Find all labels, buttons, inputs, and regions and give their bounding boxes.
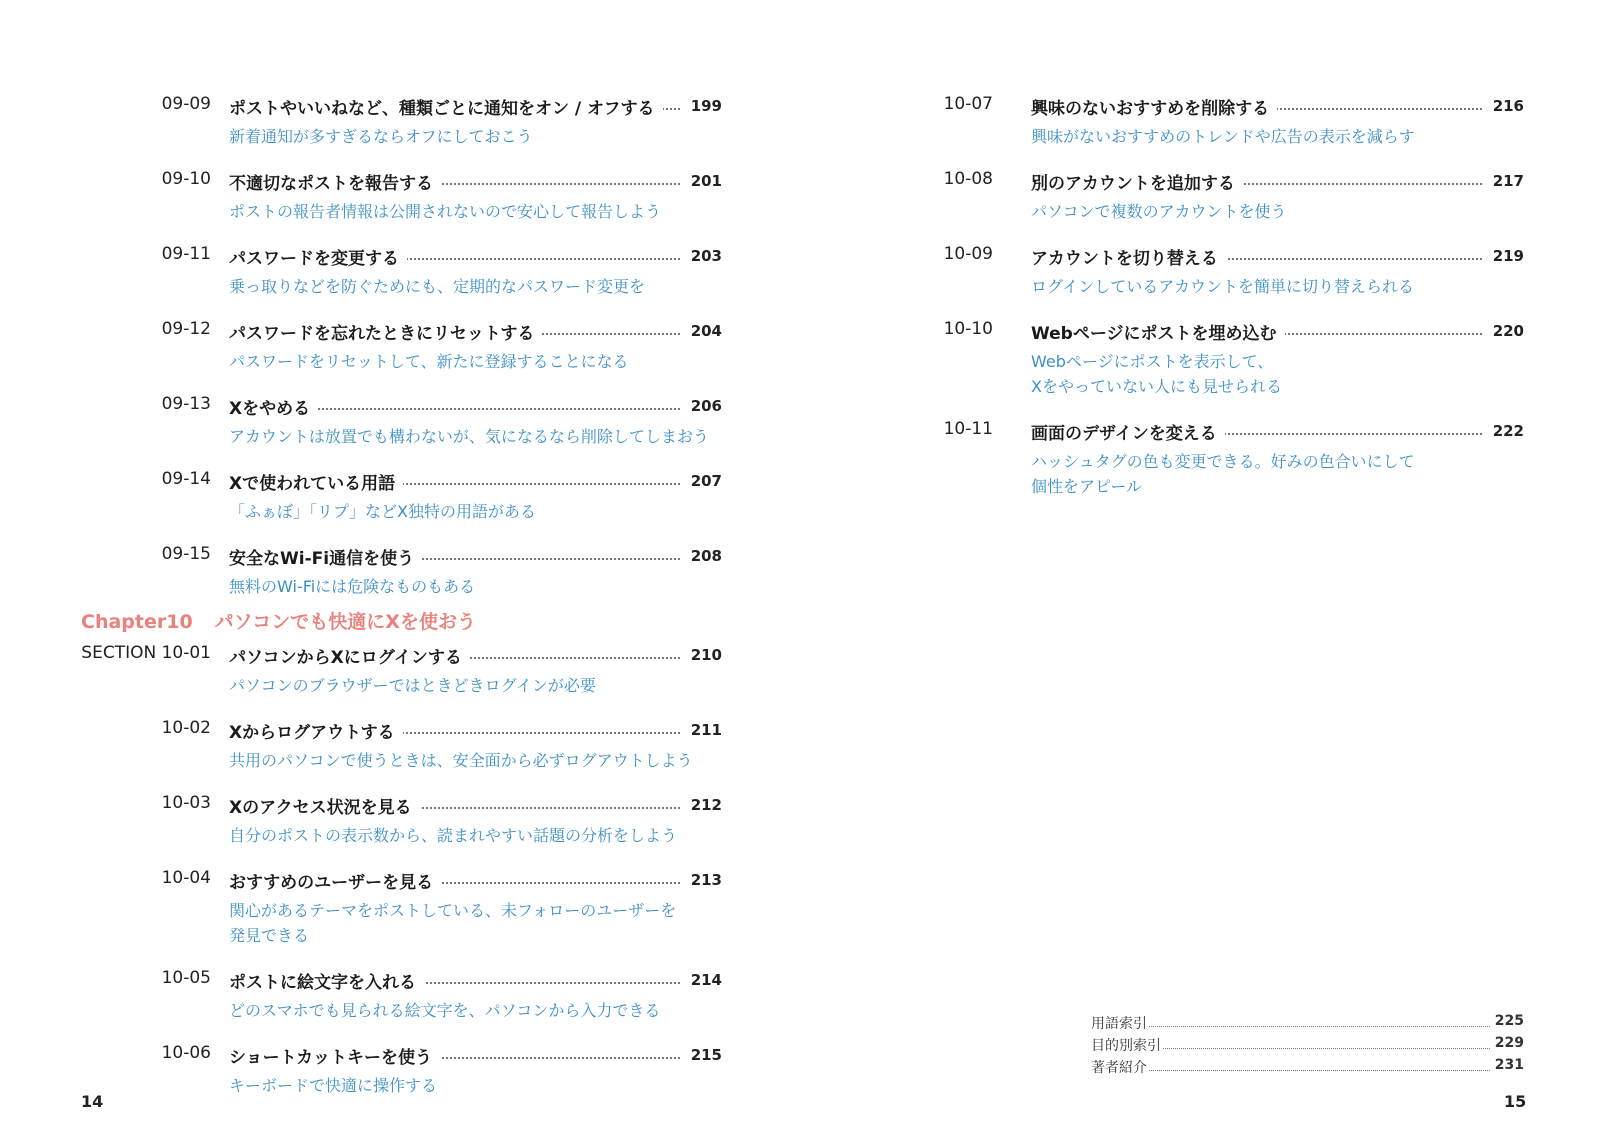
index-label: 用語索引 xyxy=(1091,1016,1147,1032)
dot-leader xyxy=(1091,1026,1524,1027)
page-number: 216 xyxy=(1492,97,1524,115)
section-subtitle: 新着通知が多すぎるならオフにしておこう xyxy=(229,127,533,146)
section-number: 10-03 xyxy=(161,793,211,813)
page-number: 210 xyxy=(690,646,722,664)
section-number: 10-07 xyxy=(943,94,993,114)
section-subtitle: 自分のポストの表示数から、読まれやすい話題の分析をしよう xyxy=(229,826,678,845)
index-entry[interactable] xyxy=(1091,1057,1524,1079)
section-title[interactable]: パソコンからXにログインする xyxy=(229,643,470,668)
section-number: 09-15 xyxy=(161,544,211,564)
page-number: 217 xyxy=(1492,172,1524,190)
index-page-number: 225 xyxy=(1491,1013,1524,1029)
section-title[interactable]: Xからログアウトする xyxy=(229,718,403,743)
section-title[interactable]: Xをやめる xyxy=(229,394,318,419)
page-number: 213 xyxy=(690,871,722,889)
section-number: 09-11 xyxy=(161,244,211,264)
section-subtitle: ハッシュタグの色も変更できる。好みの色合いにして xyxy=(1031,452,1415,471)
section-subtitle: 関心があるテーマをポストしている、未フォローのユーザーを xyxy=(229,901,677,920)
section-number: 10-04 xyxy=(161,868,211,888)
section-title[interactable]: Webページにポストを埋め込む xyxy=(1031,319,1285,344)
section-number: 09-10 xyxy=(161,169,211,189)
section-subtitle: 乗っ取りなどを防ぐためにも、定期的なパスワード変更を xyxy=(229,277,646,296)
page-number: 203 xyxy=(690,247,722,265)
page-number: 206 xyxy=(690,397,722,415)
section-title[interactable]: ショートカットキーを使う xyxy=(229,1043,440,1068)
index-page-number: 231 xyxy=(1491,1057,1524,1073)
section-subtitle: パソコンで複数のアカウントを使う xyxy=(1031,202,1287,221)
section-number: 09-13 xyxy=(161,394,211,414)
section-number: 10-11 xyxy=(943,419,993,439)
page-number: 222 xyxy=(1492,422,1524,440)
section-number: 10-08 xyxy=(943,169,993,189)
section-number: 10-09 xyxy=(943,244,993,264)
section-title[interactable]: パスワードを忘れたときにリセットする xyxy=(229,319,542,344)
page-number: 201 xyxy=(690,172,722,190)
section-title[interactable]: ポストやいいねなど、種類ごとに通知をオン / オフする xyxy=(229,94,663,119)
section-title[interactable]: おすすめのユーザーを見る xyxy=(229,868,441,893)
page-number: 208 xyxy=(690,547,722,565)
section-number: 09-12 xyxy=(161,319,211,339)
section-subtitle: 無料のWi-Fiには危険なものもある xyxy=(229,577,476,596)
page-number: 212 xyxy=(690,796,722,814)
section-subtitle: キーボードで快適に操作する xyxy=(229,1076,438,1095)
page-number: 214 xyxy=(690,971,722,989)
section-title[interactable]: 不適切なポストを報告する xyxy=(229,169,441,194)
index-entry[interactable] xyxy=(1091,1035,1524,1057)
section-subtitle: ログインしているアカウントを簡単に切り替えられる xyxy=(1031,277,1415,296)
section-number: 09-14 xyxy=(161,469,211,489)
page-number: 199 xyxy=(690,97,722,115)
section-number: SECTION 10-01 xyxy=(81,643,211,663)
section-subtitle: アカウントは放置でも構わないが、気になるなら削除してしまおう xyxy=(229,427,709,446)
chapter-heading xyxy=(81,607,476,634)
section-subtitle: 「ふぁぼ」「リプ」などX独特の用語がある xyxy=(229,502,536,521)
page-number: 207 xyxy=(690,472,722,490)
page-number: 215 xyxy=(690,1046,722,1064)
index-label: 著者紹介 xyxy=(1091,1060,1147,1076)
page-number: 220 xyxy=(1492,322,1524,340)
section-subtitle: パスワードをリセットして、新たに登録することになる xyxy=(229,352,629,371)
section-subtitle: どのスマホでも見られる絵文字を、パソコンから入力できる xyxy=(229,1001,661,1020)
section-number: 10-02 xyxy=(161,718,211,738)
section-subtitle: 発見できる xyxy=(229,926,310,945)
section-title[interactable]: ポストに絵文字を入れる xyxy=(229,968,424,993)
dot-leader xyxy=(1091,1070,1524,1071)
section-subtitle: Xをやっていない人にも見せられる xyxy=(1031,377,1282,396)
index-label: 目的別索引 xyxy=(1091,1038,1161,1054)
page-number: 219 xyxy=(1492,247,1524,265)
section-title[interactable]: Xのアクセス状況を見る xyxy=(229,793,420,818)
section-subtitle: 共用のパソコンで使うときは、安全面から必ずログアウトしよう xyxy=(229,751,693,770)
section-subtitle: Webページにポストを表示して、 xyxy=(1031,352,1274,371)
section-title[interactable]: 興味のないおすすめを削除する xyxy=(1031,94,1277,119)
chapter-title: パソコンでも快適にXを使おう xyxy=(214,611,476,633)
section-title[interactable]: 安全なWi-Fi通信を使う xyxy=(229,544,422,569)
index-page-number: 229 xyxy=(1491,1035,1524,1051)
index-entry[interactable] xyxy=(1091,1013,1524,1035)
page-number: 204 xyxy=(690,322,722,340)
section-title[interactable]: 画面のデザインを変える xyxy=(1031,419,1225,444)
page-number-left: 14 xyxy=(81,1092,104,1111)
section-number: 10-10 xyxy=(943,319,993,339)
chapter-label: Chapter10 xyxy=(81,611,193,633)
section-subtitle: 個性をアピール xyxy=(1031,477,1143,496)
section-subtitle: パソコンのブラウザーではときどきログインが必要 xyxy=(229,676,596,695)
section-title[interactable]: Xで使われている用語 xyxy=(229,469,403,494)
section-title[interactable]: アカウントを切り替える xyxy=(1031,244,1226,269)
section-title[interactable]: パスワードを変更する xyxy=(229,244,407,269)
section-number: 10-05 xyxy=(161,968,211,988)
page-number: 211 xyxy=(690,721,722,739)
section-subtitle: 興味がないおすすめのトレンドや広告の表示を減らす xyxy=(1031,127,1415,146)
section-subtitle: ポストの報告者情報は公開されないので安心して報告しよう xyxy=(229,202,662,221)
section-title[interactable]: 別のアカウントを追加する xyxy=(1031,169,1243,194)
section-number: 09-09 xyxy=(161,94,211,114)
page-number-right: 15 xyxy=(1504,1092,1527,1111)
section-number: 10-06 xyxy=(161,1043,211,1063)
